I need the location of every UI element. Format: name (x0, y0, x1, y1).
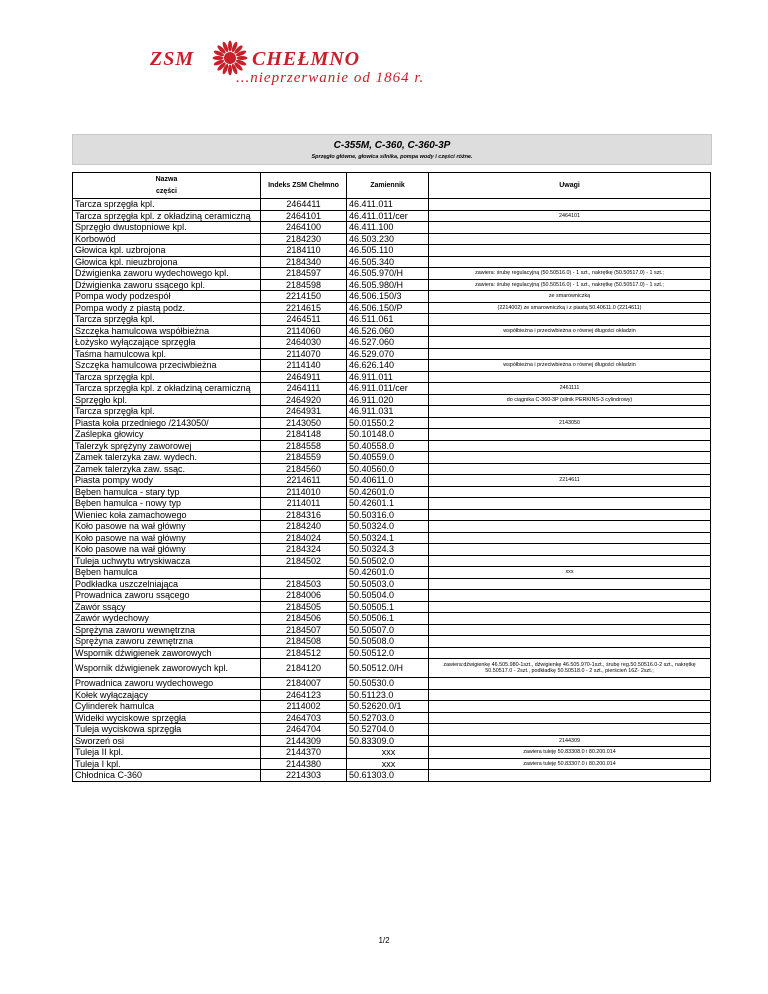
cell-replacement: 50.50505.1 (347, 601, 429, 613)
cell-replacement: 46.911.020 (347, 394, 429, 406)
cell-index: 2464030 (261, 337, 347, 349)
cell-note (429, 624, 711, 636)
cell-part-name: Piasta koła przedniego /2143050/ (73, 417, 261, 429)
table-row (73, 498, 711, 510)
cell-index (261, 567, 347, 579)
cell-part-name: Głowica kpl. nieuzbrojona (73, 256, 261, 268)
cell-note: współbieżna i przeciwbieżna o równej długości okładzin (429, 325, 711, 337)
cell-index: 2464704 (261, 724, 347, 736)
cell-note: 2214611 (429, 475, 711, 487)
table-row (73, 590, 711, 602)
cell-part-name: Sprzęgło dwustopniowe kpl. (73, 222, 261, 234)
cell-note (429, 222, 711, 234)
cell-part-name: Chłodnica C-360 (73, 770, 261, 782)
cell-part-name: Tarcza sprzęgła kpl. z okładziną ceramiczną (73, 383, 261, 395)
cell-index: 2184597 (261, 268, 347, 280)
cell-part-name: Zawór ssący (73, 601, 261, 613)
cell-index: 2114070 (261, 348, 347, 360)
table-row (73, 747, 711, 759)
cell-part-name: Prowadnica zaworu wydechowego (73, 678, 261, 690)
table-row (73, 613, 711, 625)
col-header-alt: Zamiennik (347, 173, 429, 199)
table-row (73, 360, 711, 372)
cell-note (429, 636, 711, 648)
cell-note (429, 647, 711, 659)
cell-part-name: Pompa wody z piastą podz. (73, 302, 261, 314)
logo-tagline: ...nieprzerwanie od 1864 r. (236, 70, 425, 86)
cell-note: do ciągnika C-360-3P (silnik PERKINS-3 cylindrowy) (429, 394, 711, 406)
cell-part-name: Szczęka hamulcowa przeciwbieżna (73, 360, 261, 372)
cell-index: 2144309 (261, 735, 347, 747)
cell-part-name: Prowadnica zaworu ssącego (73, 590, 261, 602)
cell-part-name: Tuleja I kpl. (73, 758, 261, 770)
cell-replacement: 46.505.980/H (347, 279, 429, 291)
cell-replacement: 50.61303.0 (347, 770, 429, 782)
cell-index: 2114011 (261, 498, 347, 510)
cell-index: 2184340 (261, 256, 347, 268)
table-row (73, 486, 711, 498)
cell-note (429, 678, 711, 690)
cell-note: zawiera: śrubę regulacyjną (50.50516.0) - 1 szt., nakrętkę (50.50517.0) - 1 szt.; (429, 279, 711, 291)
cell-note (429, 701, 711, 713)
cell-index: 2464920 (261, 394, 347, 406)
cell-note (429, 613, 711, 625)
table-row (73, 567, 711, 579)
cell-replacement: 50.01550.2 (347, 417, 429, 429)
cell-note (429, 532, 711, 544)
page-subtitle: Sprzęgło główne, głowica silnika, pompa wody i części różne. (311, 154, 473, 160)
cell-note (429, 348, 711, 360)
cell-note (429, 498, 711, 510)
table-row (73, 509, 711, 521)
table-row (73, 291, 711, 303)
cell-replacement: 50.50324.1 (347, 532, 429, 544)
cell-note (429, 590, 711, 602)
cell-part-name: Tarcza sprzęgła kpl. z okładziną ceramiczną (73, 210, 261, 222)
table-row (73, 689, 711, 701)
cell-part-name: Wspornik dźwigienek zaworowych kpl. (73, 659, 261, 678)
table-row (73, 256, 711, 268)
cell-index: 2184007 (261, 678, 347, 690)
cell-part-name: Taśma hamulcowa kpl. (73, 348, 261, 360)
cell-replacement: 46.505.340 (347, 256, 429, 268)
cell-replacement: 46.505.110 (347, 245, 429, 257)
cell-replacement: 50.40611.0 (347, 475, 429, 487)
cell-replacement: 46.626.140 (347, 360, 429, 372)
cell-replacement: xxx (347, 758, 429, 770)
logo-text-zsm: ZSM (150, 48, 195, 70)
cell-note (429, 712, 711, 724)
cell-part-name: Szczęka hamulcowa współbieżna (73, 325, 261, 337)
cell-part-name: Głowica kpl. uzbrojona (73, 245, 261, 257)
cell-index: 2184560 (261, 463, 347, 475)
table-row (73, 521, 711, 533)
cell-index: 2184502 (261, 555, 347, 567)
table-row (73, 429, 711, 441)
cell-replacement: 50.50530.0 (347, 678, 429, 690)
cell-replacement: 50.40560.0 (347, 463, 429, 475)
cell-note: 2461111 (429, 383, 711, 395)
cell-index: 2184503 (261, 578, 347, 590)
table-row (73, 678, 711, 690)
table-row (73, 724, 711, 736)
cell-note (429, 314, 711, 326)
cell-index: 2114002 (261, 701, 347, 713)
cell-index: 2144380 (261, 758, 347, 770)
cell-index: 2184316 (261, 509, 347, 521)
table-row (73, 544, 711, 556)
cell-part-name: Dźwigienka zaworu ssącego kpl. (73, 279, 261, 291)
cell-note: (2214002) ze smarowniczką i z piastą 50.40611.0 (2214611) (429, 302, 711, 314)
table-row (73, 348, 711, 360)
col-header-index: Indeks ZSM Chełmno (261, 173, 347, 199)
table-row (73, 314, 711, 326)
table-row (73, 222, 711, 234)
cell-replacement: 50.42601.0 (347, 567, 429, 579)
table-row (73, 417, 711, 429)
company-logo (150, 40, 510, 90)
cell-replacement: 50.50512.0 (347, 647, 429, 659)
cell-part-name: Zamek talerzyka zaw. ssąc. (73, 463, 261, 475)
logo-text-chelmno: CHEŁMNO (252, 48, 361, 70)
cell-replacement: 50.52620.0/1 (347, 701, 429, 713)
cell-note (429, 371, 711, 383)
cell-replacement: 46.911.011 (347, 371, 429, 383)
cell-note: 2144309 (429, 735, 711, 747)
cell-note: zawiera:dźwigienkę 46.505.980-1szt., dźwigienkę 46.505.970-1szt., śrubę reg.50.50516.0-2 szt., nakrętkę 50.50517.0 - 2szt., podkładkę 50.50518.0 - 2 szt., pierścień 16Z- 2szt.; (429, 659, 711, 678)
table-row (73, 233, 711, 245)
cell-index: 2464100 (261, 222, 347, 234)
table-row (73, 770, 711, 782)
cell-part-name: Bęben hamulca (73, 567, 261, 579)
table-row (73, 659, 711, 678)
cell-index: 2464123 (261, 689, 347, 701)
cell-part-name: Widełki wyciskowe sprzęgła (73, 712, 261, 724)
cell-part-name: Bęben hamulca - stary typ (73, 486, 261, 498)
cell-part-name: Podkładka uszczelniająca (73, 578, 261, 590)
cell-note: zawiera tuleję 50.83307.0 i 80.200.014 (429, 758, 711, 770)
page-title: C-355M, C-360, C-360-3P (333, 140, 451, 151)
cell-replacement: 46.411.011/cer (347, 210, 429, 222)
cell-part-name: Zaślepka głowicy (73, 429, 261, 441)
cell-index: 2214615 (261, 302, 347, 314)
cell-part-name: Sworzeń osi (73, 735, 261, 747)
cell-note (429, 544, 711, 556)
cell-part-name: Korbowód (73, 233, 261, 245)
cell-part-name: Tarcza sprzęgła kpl. (73, 406, 261, 418)
cell-index: 2184558 (261, 440, 347, 452)
table-row (73, 701, 711, 713)
cell-note: zawiera tuleję 50.83308.0 i 80.200.014 (429, 747, 711, 759)
cell-part-name: Cylinderek hamulca (73, 701, 261, 713)
cell-index: 2184230 (261, 233, 347, 245)
sunflower-petal (237, 56, 248, 60)
cell-note (429, 429, 711, 441)
table-row (73, 532, 711, 544)
cell-part-name: Wieniec koła zamachowego (73, 509, 261, 521)
cell-index: 2214303 (261, 770, 347, 782)
table-row (73, 475, 711, 487)
cell-index: 2114060 (261, 325, 347, 337)
cell-index: 2184507 (261, 624, 347, 636)
table-row (73, 624, 711, 636)
cell-index: 2184148 (261, 429, 347, 441)
table-row (73, 245, 711, 257)
cell-replacement: 50.50508.0 (347, 636, 429, 648)
cell-replacement: 50.50512.0/H (347, 659, 429, 678)
table-row (73, 325, 711, 337)
cell-replacement: 46.506.150/P (347, 302, 429, 314)
cell-note: zawiera: śrubę regulacyjną (50.50516.0) - 1 szt., nakrętkę (50.50517.0) - 1 szt.; (429, 268, 711, 280)
cell-note (429, 724, 711, 736)
cell-replacement: 50.42601.0 (347, 486, 429, 498)
cell-replacement: 46.511.061 (347, 314, 429, 326)
table-row (73, 199, 711, 211)
table-row (73, 302, 711, 314)
cell-index: 2464411 (261, 199, 347, 211)
cell-part-name: Talerzyk sprężyny zaworowej (73, 440, 261, 452)
cell-index: 2464703 (261, 712, 347, 724)
cell-index: 2184559 (261, 452, 347, 464)
cell-part-name: Zawór wydechowy (73, 613, 261, 625)
cell-part-name: Tuleja II kpl. (73, 747, 261, 759)
cell-index: 2214611 (261, 475, 347, 487)
cell-part-name: Piasta pompy wody (73, 475, 261, 487)
cell-replacement: 46.911.011/cer (347, 383, 429, 395)
table-row (73, 735, 711, 747)
cell-index: 2464111 (261, 383, 347, 395)
cell-replacement: 46.911.031 (347, 406, 429, 418)
cell-index: 2144370 (261, 747, 347, 759)
table-row (73, 647, 711, 659)
cell-index: 2184324 (261, 544, 347, 556)
sunflower-petal (228, 41, 232, 52)
cell-part-name: Sprężyna zaworu zewnętrzna (73, 636, 261, 648)
cell-note (429, 256, 711, 268)
cell-note (429, 337, 711, 349)
cell-index: 2184506 (261, 613, 347, 625)
cell-part-name: Kołek wyłączający (73, 689, 261, 701)
page-number: 1/2 (378, 936, 390, 945)
cell-part-name: Zamek talerzyka zaw. wydech. (73, 452, 261, 464)
cell-part-name: Koło pasowe na wał główny (73, 544, 261, 556)
cell-index: 2114010 (261, 486, 347, 498)
table-row (73, 601, 711, 613)
cell-index: 2214150 (261, 291, 347, 303)
cell-replacement: 46.527.060 (347, 337, 429, 349)
cell-replacement: 46.506.150/3 (347, 291, 429, 303)
table-row (73, 578, 711, 590)
parts-table (72, 172, 711, 782)
cell-replacement: 50.50503.0 (347, 578, 429, 590)
cell-part-name: Tarcza sprzęgła kpl. (73, 314, 261, 326)
cell-replacement: 46.526.060 (347, 325, 429, 337)
cell-replacement: xxx (347, 747, 429, 759)
table-row (73, 758, 711, 770)
cell-part-name: Dźwigienka zaworu wydechowego kpl. (73, 268, 261, 280)
table-row (73, 440, 711, 452)
cell-note: 2143050 (429, 417, 711, 429)
cell-index: 2184240 (261, 521, 347, 533)
cell-replacement: 50.50506.1 (347, 613, 429, 625)
cell-replacement: 50.52704.0 (347, 724, 429, 736)
cell-replacement: 50.10148.0 (347, 429, 429, 441)
cell-note (429, 406, 711, 418)
cell-replacement: 50.40559.0 (347, 452, 429, 464)
cell-part-name: Sprzęgło kpl. (73, 394, 261, 406)
cell-note (429, 689, 711, 701)
cell-index: 2184110 (261, 245, 347, 257)
cell-note (429, 770, 711, 782)
cell-note: współbieżna i przeciwbieżna o równej długości okładzin (429, 360, 711, 372)
cell-note (429, 521, 711, 533)
table-row (73, 463, 711, 475)
cell-index: 2464511 (261, 314, 347, 326)
title-box (72, 134, 712, 165)
cell-replacement: 46.411.100 (347, 222, 429, 234)
table-row (73, 279, 711, 291)
cell-note (429, 601, 711, 613)
sunflower-petal (228, 65, 232, 76)
cell-note (429, 578, 711, 590)
table-row (73, 406, 711, 418)
cell-replacement: 46.503.230 (347, 233, 429, 245)
cell-part-name: Tarcza sprzęgła kpl. (73, 371, 261, 383)
table-row (73, 210, 711, 222)
cell-index: 2464931 (261, 406, 347, 418)
cell-replacement: 46.529.070 (347, 348, 429, 360)
cell-part-name: Koło pasowe na wał główny (73, 532, 261, 544)
cell-replacement: 50.50507.0 (347, 624, 429, 636)
cell-index: 2184505 (261, 601, 347, 613)
cell-replacement: 50.52703.0 (347, 712, 429, 724)
table-row (73, 712, 711, 724)
cell-part-name: Bęben hamulca - nowy typ (73, 498, 261, 510)
cell-replacement: 50.51123.0 (347, 689, 429, 701)
cell-note (429, 452, 711, 464)
cell-index: 2184024 (261, 532, 347, 544)
cell-replacement: 50.83309.0 (347, 735, 429, 747)
cell-index: 2184006 (261, 590, 347, 602)
cell-replacement: 50.40558.0 (347, 440, 429, 452)
cell-index: 2143050 (261, 417, 347, 429)
cell-replacement: 46.505.970/H (347, 268, 429, 280)
sunflower-petal (213, 56, 224, 60)
cell-note: ze smarowniczką (429, 291, 711, 303)
cell-part-name: Koło pasowe na wał główny (73, 521, 261, 533)
cell-index: 2464101 (261, 210, 347, 222)
cell-note (429, 463, 711, 475)
cell-index: 2114140 (261, 360, 347, 372)
cell-part-name: Tuleja uchwytu wtryskiwacza (73, 555, 261, 567)
cell-note: xxx (429, 567, 711, 579)
cell-note: 2464101 (429, 210, 711, 222)
cell-note (429, 555, 711, 567)
cell-part-name: Wspornik dźwigienek zaworowych (73, 647, 261, 659)
cell-replacement: 50.50316.0 (347, 509, 429, 521)
cell-part-name: Sprężyna zaworu wewnętrzna (73, 624, 261, 636)
col-header-note: Uwagi (429, 173, 711, 199)
cell-replacement: 50.50324.0 (347, 521, 429, 533)
table-row (73, 394, 711, 406)
table-row (73, 337, 711, 349)
table-row (73, 383, 711, 395)
table-row (73, 371, 711, 383)
cell-note (429, 199, 711, 211)
cell-note (429, 509, 711, 521)
cell-index: 2184120 (261, 659, 347, 678)
table-row (73, 268, 711, 280)
table-row (73, 452, 711, 464)
cell-index: 2184508 (261, 636, 347, 648)
cell-replacement: 46.411.011 (347, 199, 429, 211)
table-row (73, 555, 711, 567)
cell-index: 2184598 (261, 279, 347, 291)
col-header-name: Nazwa części (73, 173, 261, 199)
cell-part-name: Tuleja wyciskowa sprzęgła (73, 724, 261, 736)
cell-replacement: 50.50504.0 (347, 590, 429, 602)
cell-part-name: Łożysko wyłączające sprzęgła (73, 337, 261, 349)
cell-index: 2464911 (261, 371, 347, 383)
cell-part-name: Tarcza sprzęgła kpl. (73, 199, 261, 211)
cell-note (429, 440, 711, 452)
cell-replacement: 50.50502.0 (347, 555, 429, 567)
cell-note (429, 245, 711, 257)
cell-replacement: 50.50324.3 (347, 544, 429, 556)
table-header-row (73, 173, 711, 199)
cell-note (429, 486, 711, 498)
cell-note (429, 233, 711, 245)
cell-index: 2184512 (261, 647, 347, 659)
table-row (73, 636, 711, 648)
cell-replacement: 50.42601.1 (347, 498, 429, 510)
cell-part-name: Pompa wody podzespół (73, 291, 261, 303)
